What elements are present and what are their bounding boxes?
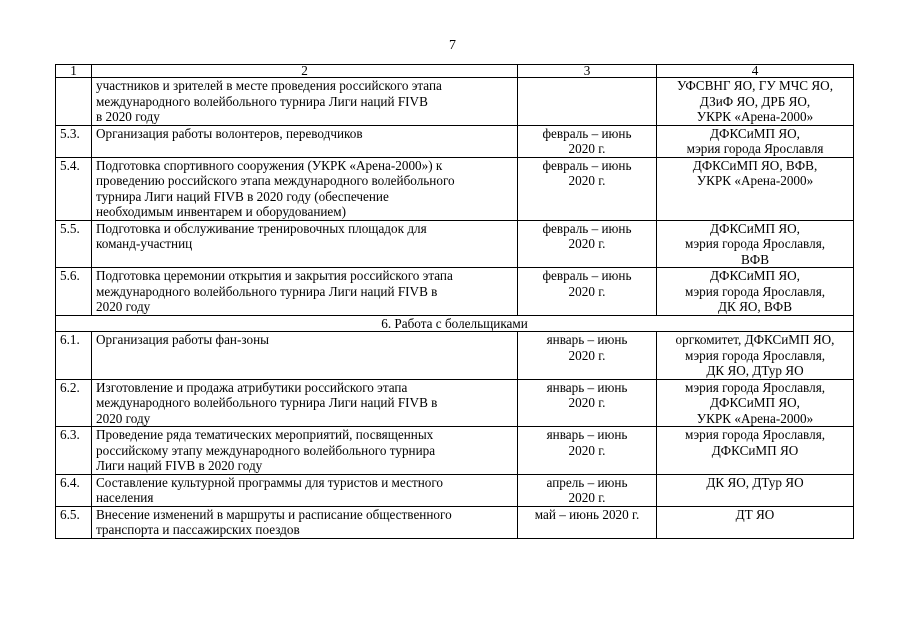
column-number-2: 2 xyxy=(92,65,518,78)
task-cell xyxy=(92,220,518,268)
task-line: Подготовка спортивного сооружения (УКРК «Арена-2000») к xyxy=(96,157,443,173)
executors-cell xyxy=(657,220,854,268)
task-line: 2020 году xyxy=(96,410,151,426)
task-line: Организация работы волонтеров, переводчиков xyxy=(96,125,363,141)
task-cell xyxy=(92,379,518,427)
task-cell xyxy=(92,506,518,538)
executor-line: УКРК «Арена-2000» xyxy=(696,173,814,188)
executors-cell xyxy=(657,332,854,380)
executors-cell xyxy=(657,268,854,316)
task-line: проведению российского этапа международного волейбольного xyxy=(96,173,455,188)
executors-cell xyxy=(657,474,854,506)
term-cell xyxy=(518,506,657,538)
table-row xyxy=(56,268,854,316)
executor-line: ДФКСиМП ЯО, xyxy=(710,220,800,236)
task-line: транспорта и пассажирских поездов xyxy=(96,522,300,537)
section-title: 6. Работа с болельщиками xyxy=(56,315,854,332)
task-cell xyxy=(92,125,518,157)
table-row xyxy=(56,78,854,126)
row-number: 6.5. xyxy=(56,506,92,538)
table-row xyxy=(56,379,854,427)
term-line: 2020 г. xyxy=(568,141,606,156)
executor-line: мэрия города Ярославля, xyxy=(684,283,826,299)
table-row xyxy=(56,332,854,380)
term-cell xyxy=(518,474,657,506)
term-line: январь – июнь xyxy=(546,332,628,347)
task-line: необходимым инвентарем и оборудованием) xyxy=(96,204,347,219)
executor-line: ДФКСиМП ЯО, xyxy=(710,395,800,410)
task-line: Внесение изменений в маршруты и расписание общественного xyxy=(96,506,452,522)
executor-line: мэрия города Ярославля xyxy=(686,141,824,156)
task-line: населения xyxy=(96,490,154,505)
plan-table-body xyxy=(56,65,854,539)
executor-line: мэрия города Ярославля, xyxy=(684,347,826,363)
table-row xyxy=(56,157,854,220)
task-line: Составление культурной программы для туристов и местного xyxy=(96,474,444,490)
task-line: Подготовка церемонии открытия и закрытия российского этапа xyxy=(96,268,453,283)
executor-line: ДФКСиМП ЯО, ВФВ, xyxy=(692,157,818,173)
task-line: Лиги наций FIVB в 2020 году xyxy=(96,458,263,473)
row-number xyxy=(56,78,92,126)
table-row xyxy=(56,427,854,475)
row-number: 6.3. xyxy=(56,427,92,475)
executor-line: оргкомитет, ДФКСиМП ЯО, xyxy=(675,332,835,347)
column-number-1: 1 xyxy=(56,65,92,78)
section-header-row xyxy=(56,315,854,332)
task-line: в 2020 году xyxy=(96,109,160,124)
term-cell xyxy=(518,78,657,126)
term-line: 2020 г. xyxy=(568,283,606,299)
task-cell xyxy=(92,474,518,506)
executor-line: УКРК «Арена-2000» xyxy=(696,410,814,426)
task-line: Организация работы фан-зоны xyxy=(96,332,270,347)
term-line: 2020 г. xyxy=(568,236,606,251)
term-line: 2020 г. xyxy=(568,173,606,188)
term-line: февраль – июнь xyxy=(542,157,632,173)
task-cell xyxy=(92,157,518,220)
executor-line: ДК ЯО, ДТур ЯО xyxy=(706,474,804,490)
executor-line: мэрия города Ярославля, xyxy=(684,236,826,251)
executor-line: ДФКСиМП ЯО, xyxy=(710,125,800,141)
table-row xyxy=(56,125,854,157)
task-line: российскому этапу международного волейбольного турнира xyxy=(96,442,436,458)
task-line: участников и зрителей в месте проведения российского этапа xyxy=(96,78,442,93)
term-cell xyxy=(518,268,657,316)
row-number: 5.3. xyxy=(56,125,92,157)
term-line: 2020 г. xyxy=(568,442,606,458)
row-number: 5.5. xyxy=(56,220,92,268)
table-row xyxy=(56,506,854,538)
term-line: январь – июнь xyxy=(546,379,628,395)
term-cell xyxy=(518,157,657,220)
executors-cell xyxy=(657,506,854,538)
term-cell xyxy=(518,427,657,475)
table-row xyxy=(56,220,854,268)
executor-line: ДЗиФ ЯО, ДРБ ЯО, xyxy=(699,93,811,109)
task-cell xyxy=(92,78,518,126)
executor-line: УФСВНГ ЯО, ГУ МЧС ЯО, xyxy=(677,78,833,93)
term-line: 2020 г. xyxy=(568,347,606,363)
executor-line: УКРК «Арена-2000» xyxy=(696,109,814,124)
task-line: Изготовление и продажа атрибутики российского этапа xyxy=(96,379,408,395)
task-line: Проведение ряда тематических мероприятий, посвященных xyxy=(96,427,434,442)
task-line: турнира Лиги наций FIVB в 2020 году (обеспечение xyxy=(96,188,389,204)
task-line: международного волейбольного турнира Лиги наций FIVB в xyxy=(96,395,438,410)
task-line: международного волейбольного турнира Лиги наций FIVB xyxy=(96,93,428,109)
term-line: февраль – июнь xyxy=(542,125,632,141)
executor-line: мэрия города Ярославля, xyxy=(684,379,826,395)
term-line: 2020 г. xyxy=(568,395,606,410)
executors-cell xyxy=(657,157,854,220)
page-number: 7 xyxy=(449,38,456,53)
task-line: команд-участниц xyxy=(96,236,193,251)
row-number: 6.2. xyxy=(56,379,92,427)
executor-line: ДФКСиМП ЯО xyxy=(711,442,799,458)
executors-cell xyxy=(657,125,854,157)
task-line: 2020 году xyxy=(96,299,151,314)
term-line: февраль – июнь xyxy=(542,220,632,236)
executor-line: мэрия города Ярославля, xyxy=(684,427,826,442)
term-line: 2020 г. xyxy=(568,490,606,505)
executors-cell xyxy=(657,78,854,126)
task-cell xyxy=(92,332,518,380)
executor-line: ДТ ЯО xyxy=(735,506,775,522)
row-number: 6.1. xyxy=(56,332,92,380)
term-cell xyxy=(518,332,657,380)
task-line: Подготовка и обслуживание тренировочных площадок для xyxy=(96,220,427,236)
executor-line: ДК ЯО, ДТур ЯО xyxy=(706,363,804,378)
executors-cell xyxy=(657,379,854,427)
term-line: май – июнь 2020 г. xyxy=(534,506,640,522)
column-number-4: 4 xyxy=(657,65,854,78)
term-cell xyxy=(518,125,657,157)
term-cell xyxy=(518,220,657,268)
term-line: февраль – июнь xyxy=(542,268,632,283)
term-line: апрель – июнь xyxy=(546,474,628,490)
plan-table xyxy=(55,64,854,539)
executor-line: ДК ЯО, ВФВ xyxy=(717,299,792,314)
executor-line: ДФКСиМП ЯО, xyxy=(710,268,800,283)
executors-cell xyxy=(657,427,854,475)
task-cell xyxy=(92,427,518,475)
task-cell xyxy=(92,268,518,316)
column-number-header-row xyxy=(56,65,854,78)
table-row xyxy=(56,474,854,506)
row-number: 6.4. xyxy=(56,474,92,506)
term-line: январь – июнь xyxy=(546,427,628,442)
task-line: международного волейбольного турнира Лиги наций FIVB в xyxy=(96,283,438,299)
row-number: 5.6. xyxy=(56,268,92,316)
column-number-3: 3 xyxy=(518,65,657,78)
row-number: 5.4. xyxy=(56,157,92,220)
term-cell xyxy=(518,379,657,427)
executor-line: ВФВ xyxy=(740,251,769,267)
